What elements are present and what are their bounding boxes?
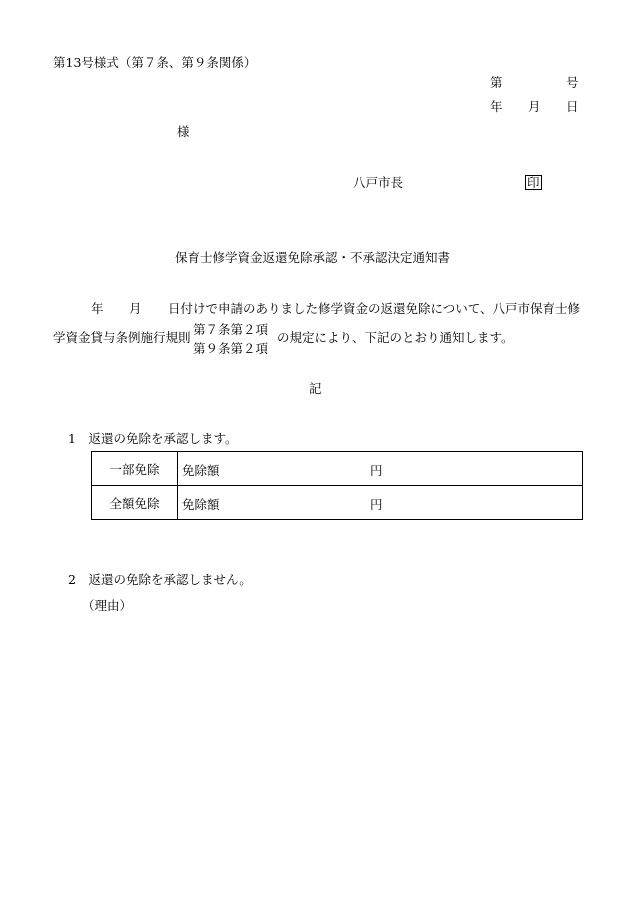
exemption-kind-full: 全額免除: [92, 486, 178, 520]
reason-label: （理由）: [82, 598, 133, 613]
table-row: [92, 452, 583, 486]
yen-unit: 円: [370, 463, 383, 478]
date-year-label: 年: [490, 99, 503, 114]
addressee-honorific: 様: [177, 124, 190, 139]
body-line-2-start: 学資金貸与条例施行規則: [53, 330, 191, 345]
section-1-heading: 1 返還の免除を承認します。: [68, 431, 238, 446]
exemption-table: [91, 451, 583, 520]
document-number-suffix: 号: [566, 75, 579, 90]
table-row: [92, 486, 583, 520]
date-day-label: 日: [566, 99, 579, 114]
exemption-kind-partial: 一部免除: [92, 452, 178, 486]
document-number-prefix: 第: [490, 75, 503, 90]
section-2-heading: 2 返還の免除を承認しません。: [68, 572, 252, 587]
amount-label: 免除額: [182, 497, 220, 512]
clause-option-a: 第７条第２項: [193, 322, 269, 337]
body-line-1: 日付けで申請のありました修学資金の返還免除について、八戸市保育士修: [168, 301, 581, 316]
yen-unit: 円: [370, 497, 383, 512]
amount-cell: [178, 486, 583, 520]
form-number: 第13号様式（第７条、第９条関係）: [53, 55, 257, 70]
ki-heading: 記: [309, 381, 322, 396]
date-month-label: 月: [528, 99, 541, 114]
document-title: 保育士修学資金返還免除承認・不承認決定通知書: [175, 250, 451, 265]
body-date-month: 月: [129, 301, 142, 316]
amount-label: 免除額: [182, 463, 220, 478]
seal-mark: 印: [527, 175, 540, 190]
clause-option-b: 第９条第２項: [193, 341, 269, 356]
body-line-2-end: の規定により、下記のとおり通知します。: [277, 330, 514, 345]
amount-cell: [178, 452, 583, 486]
issuer-name: 八戸市長: [353, 175, 404, 190]
body-date-year: 年: [91, 301, 104, 316]
